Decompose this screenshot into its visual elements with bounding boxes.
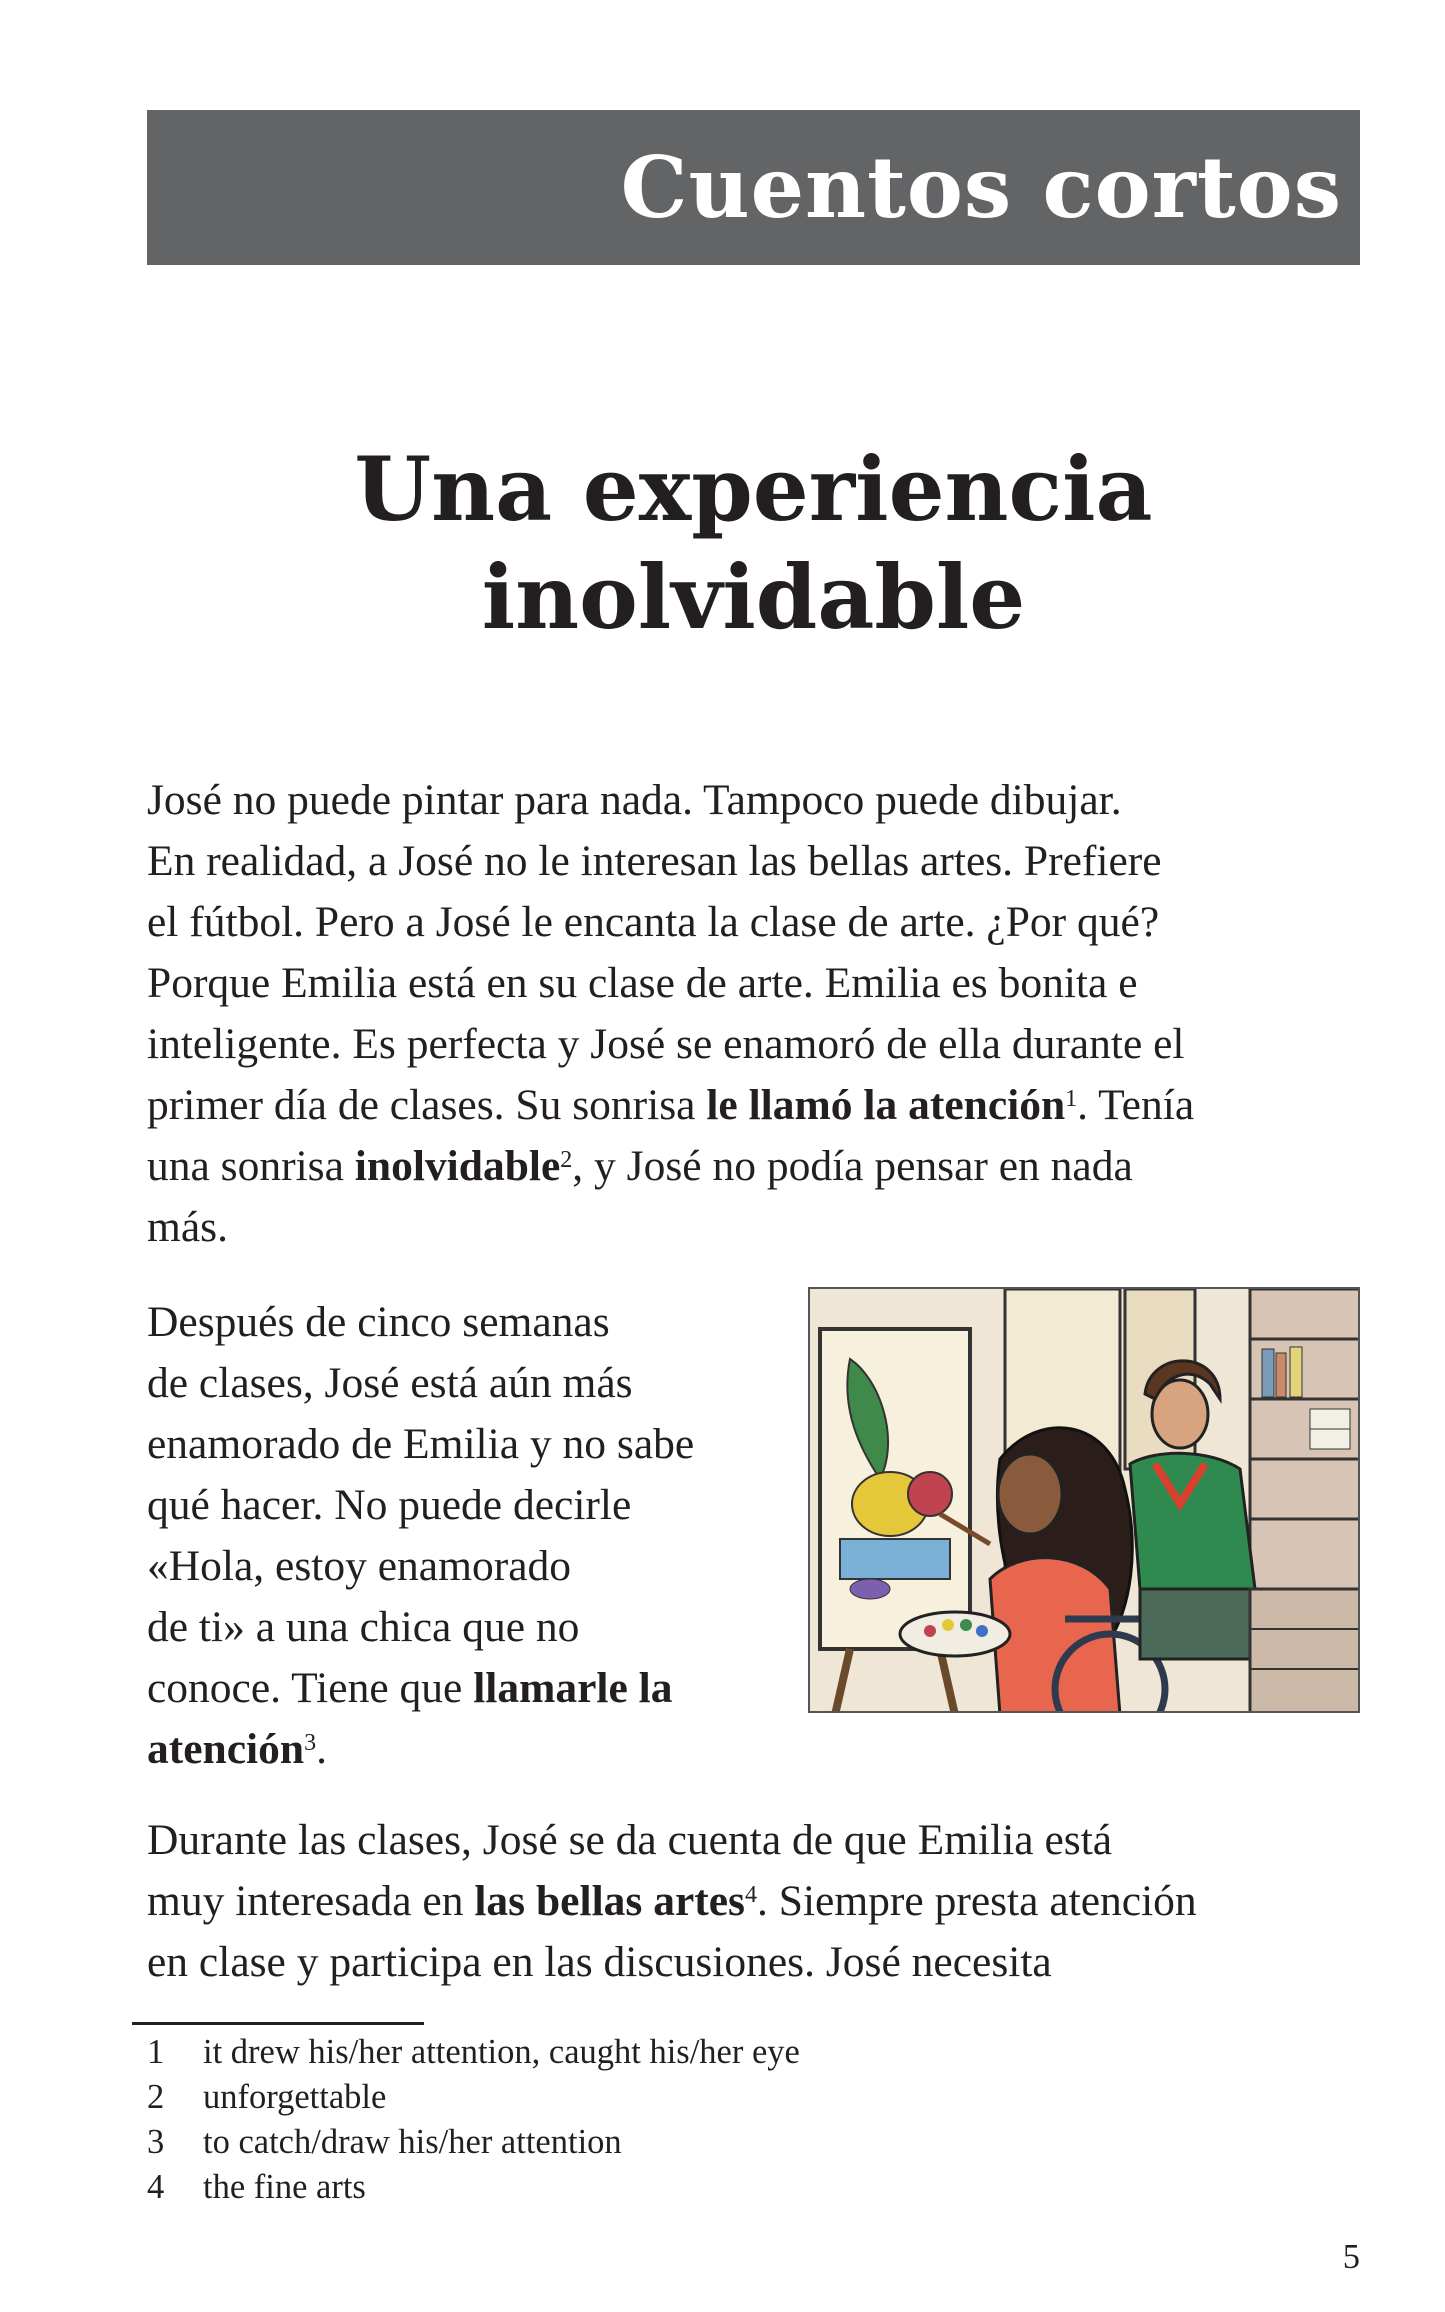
- footnotes-list: [147, 2030, 800, 2210]
- chapter-header-bar: [147, 110, 1360, 265]
- text-line: Durante las clases, José se da cuenta de que Emilia está: [147, 1816, 1113, 1864]
- text-line: [147, 1658, 787, 1719]
- text-line: [147, 1136, 1367, 1197]
- footnote-item: [147, 2165, 800, 2210]
- text-line: «Hola, estoy enamorado: [147, 1542, 571, 1590]
- footnote-text: it drew his/her attention, caught his/her eye: [203, 2033, 800, 2071]
- text-line: qué hacer. No puede decirle: [147, 1481, 632, 1529]
- text-run: conoce. Tiene que: [147, 1664, 474, 1712]
- text-line: inteligente. Es perfecta y José se enamoró de ella durante el: [147, 1020, 1185, 1068]
- text-run: .: [316, 1725, 327, 1773]
- footnote-item: [147, 2120, 800, 2165]
- text-line: de clases, José está aún más: [147, 1359, 633, 1407]
- text-line: Porque Emilia está en su clase de arte. Emilia es bonita e: [147, 959, 1138, 1007]
- text-line: de ti» a una chica que no: [147, 1603, 580, 1651]
- footnote-text: unforgettable: [203, 2078, 387, 2116]
- paragraph: [147, 1292, 787, 1780]
- text-line: [147, 1871, 1367, 1932]
- vocab-term: le llamó la atención: [706, 1081, 1066, 1129]
- text-line: [147, 1719, 787, 1780]
- text-line: En realidad, a José no le interesan las bellas artes. Prefiere: [147, 837, 1162, 885]
- footnote-number: 1: [147, 2033, 165, 2071]
- vocab-term: las bellas artes: [474, 1877, 745, 1925]
- text-line: Después de cinco semanas: [147, 1298, 610, 1346]
- text-line: enamorado de Emilia y no sabe: [147, 1420, 695, 1468]
- text-run: una sonrisa: [147, 1142, 355, 1190]
- footnote-item: [147, 2030, 800, 2075]
- text-run: muy interesada en: [147, 1877, 475, 1925]
- text-line: [147, 1075, 1367, 1136]
- footnote-ref: 2: [560, 1146, 573, 1173]
- footnote-ref: 3: [304, 1729, 317, 1756]
- text-line: en clase y participa en las discusiones. José necesita: [147, 1938, 1052, 1986]
- footnote-number: 2: [147, 2078, 165, 2116]
- vocab-term: atención: [147, 1725, 305, 1773]
- footnote-divider: [132, 2022, 424, 2025]
- page-number: 5: [1342, 2238, 1360, 2276]
- footnote-ref: 4: [745, 1881, 757, 1908]
- vocab-term: inolvidable: [354, 1142, 561, 1190]
- paragraph: [147, 770, 1367, 1258]
- footnote-number: 3: [147, 2123, 165, 2161]
- footnote-item: [147, 2075, 800, 2120]
- footnote-number: 4: [147, 2168, 165, 2206]
- footnote-text: the fine arts: [203, 2168, 366, 2206]
- story-title-line: Una experiencia: [354, 437, 1153, 541]
- text-run: . Siempre presta atención: [757, 1877, 1197, 1925]
- story-title-line: inolvidable: [481, 545, 1026, 649]
- text-run: . Tenía: [1077, 1081, 1195, 1129]
- paragraph: [147, 1810, 1367, 1993]
- text-run: primer día de clases. Su sonrisa: [147, 1081, 707, 1129]
- art-class-illustration: [808, 1287, 1360, 1713]
- text-line: más.: [147, 1203, 228, 1251]
- footnote-text: to catch/draw his/her attention: [203, 2123, 622, 2161]
- text-line: José no puede pintar para nada. Tampoco puede dibujar.: [147, 776, 1122, 824]
- text-line: el fútbol. Pero a José le encanta la clase de arte. ¿Por qué?: [147, 898, 1160, 946]
- story-title: [147, 435, 1360, 651]
- footnote-ref: 1: [1065, 1085, 1078, 1112]
- text-run: , y José no podía pensar en nada: [572, 1142, 1133, 1190]
- vocab-term: llamarle la: [473, 1664, 673, 1712]
- chapter-title: Cuentos cortos: [620, 138, 1342, 237]
